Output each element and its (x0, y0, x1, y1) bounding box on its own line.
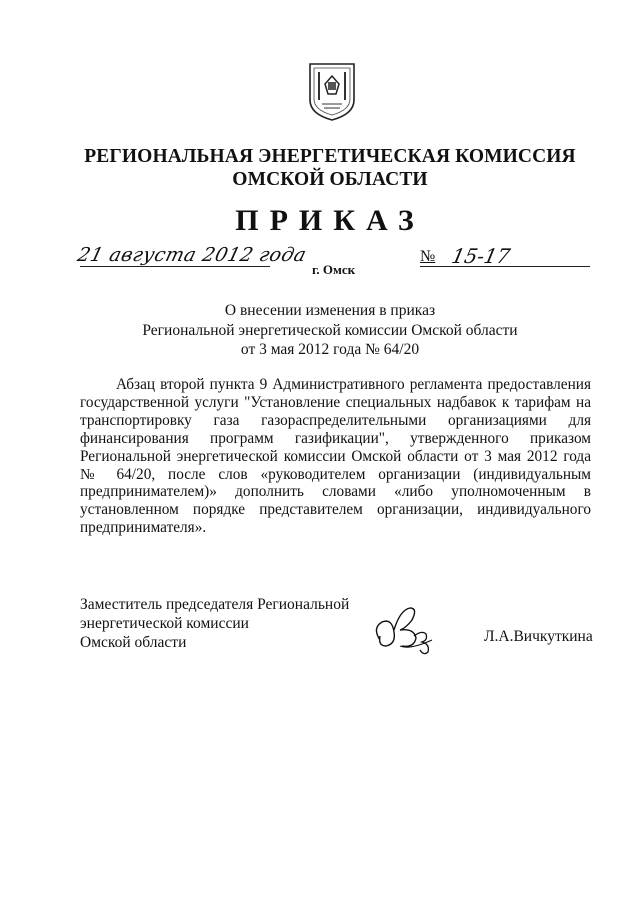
handwritten-date: 21 августа 2012 года (75, 244, 309, 266)
handwritten-signature-icon (370, 600, 440, 658)
number-underline (420, 266, 590, 267)
subject-line-3: от 3 мая 2012 года № 64/20 (240, 341, 420, 358)
body-paragraph: Абзац второй пункта 9 Административного регламента предоставления государственной услуги "Установление специальных надбавок к тарифам на транспортировку газа газораспределительными организациями для финансирования программ газификации", утвержденного приказом Региональной энергетической комиссии Омской области от 3 мая 2012 года № 64/20, после слов «руководителем организации (индивидуальным предпринимателем)» дополнить словами «либо уполномоченным в установленном порядке представителем организации, индивидуального предпринимателя». (80, 376, 591, 537)
date-underline (80, 266, 270, 267)
number-label: № (420, 248, 436, 265)
subject-line-1: О внесении изменения в приказ (224, 302, 436, 319)
coat-of-arms-icon (306, 60, 358, 122)
city-label: г. Омск (312, 262, 356, 277)
position-line-3: Омской области (80, 634, 187, 651)
org-name-line1: РЕГИОНАЛЬНАЯ ЭНЕРГЕТИЧЕСКАЯ КОМИССИЯ (84, 146, 576, 167)
document-title: ПРИКАЗ (235, 204, 425, 237)
position-line-1: Заместитель председателя Региональной (80, 596, 350, 613)
org-name-line2: ОМСКОЙ ОБЛАСТИ (232, 169, 428, 190)
subject-line-2: Региональной энергетической комиссии Омской области (142, 321, 518, 339)
signatory-name: Л.А.Вичкуткина (484, 628, 593, 645)
order-subject (80, 301, 580, 360)
handwritten-number: 15-17 (449, 244, 513, 268)
signatory-position (80, 595, 360, 652)
position-line-2: энергетической комиссии (80, 615, 249, 632)
